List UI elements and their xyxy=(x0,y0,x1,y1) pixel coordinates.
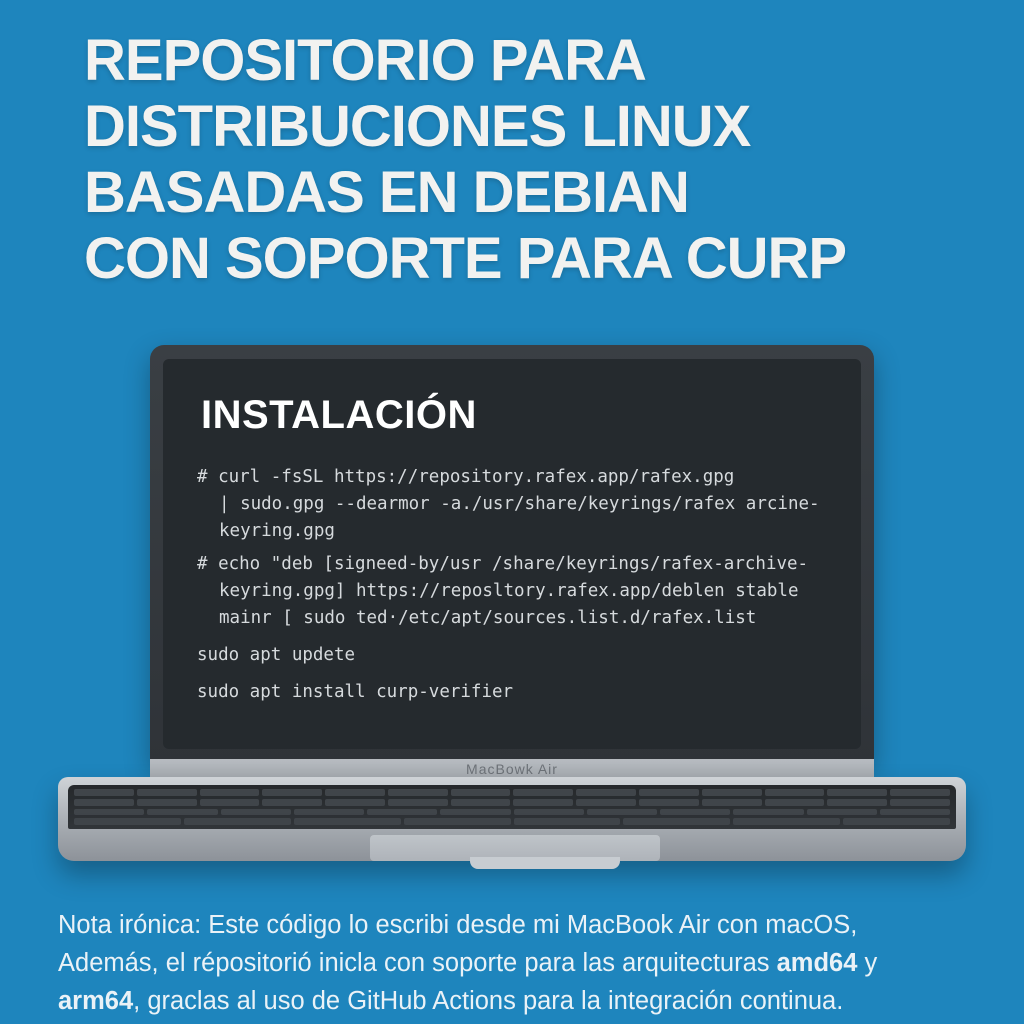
key xyxy=(639,789,699,796)
key xyxy=(262,789,322,796)
key xyxy=(74,789,134,796)
key xyxy=(367,809,437,816)
key xyxy=(451,789,511,796)
key xyxy=(325,789,385,796)
terminal-command-block-2 xyxy=(197,551,827,632)
keyboard-row xyxy=(74,818,950,825)
terminal-line: sudo apt install curp-verifier xyxy=(197,682,514,702)
key xyxy=(587,809,657,816)
key xyxy=(200,799,260,806)
key xyxy=(576,799,636,806)
key xyxy=(733,818,840,825)
footer-note xyxy=(58,906,988,1020)
laptop-front-notch xyxy=(470,857,620,869)
page-title xyxy=(84,28,944,292)
key xyxy=(74,818,181,825)
arch-arm64: arm64 xyxy=(58,987,134,1015)
keyboard-row xyxy=(74,789,950,796)
key xyxy=(890,789,950,796)
keyboard-row xyxy=(74,809,950,816)
footer-note-line-3 xyxy=(58,982,988,1020)
key xyxy=(660,809,730,816)
key xyxy=(388,789,448,796)
terminal-line: # echo "deb [signeed-by/usr /share/keyrings/rafex-archive- xyxy=(197,554,809,574)
key xyxy=(807,809,877,816)
laptop-illustration xyxy=(40,345,984,885)
footer-note-text: y xyxy=(857,949,878,977)
laptop-brand-label: MacBowk Air xyxy=(466,761,558,777)
key xyxy=(388,799,448,806)
key xyxy=(639,799,699,806)
key xyxy=(843,818,950,825)
key xyxy=(765,799,825,806)
key xyxy=(221,809,291,816)
laptop-lid xyxy=(150,345,874,765)
key xyxy=(147,809,217,816)
key xyxy=(137,799,197,806)
key xyxy=(294,809,364,816)
key xyxy=(576,789,636,796)
key xyxy=(513,789,573,796)
key xyxy=(404,818,511,825)
key xyxy=(200,789,260,796)
key xyxy=(514,818,621,825)
key xyxy=(827,789,887,796)
terminal-command-block-1 xyxy=(197,464,827,545)
terminal-line: keyring.gpg] https://reposltory.rafex.app/deblen stable xyxy=(219,581,799,601)
laptop-keyboard xyxy=(68,785,956,829)
terminal-line: sudo apt updete xyxy=(197,645,356,665)
terminal-output xyxy=(197,464,827,706)
key xyxy=(440,809,510,816)
key xyxy=(733,809,803,816)
key xyxy=(827,799,887,806)
key xyxy=(294,818,401,825)
key xyxy=(702,789,762,796)
headline-line-2: DISTRIBUCIONES LINUX xyxy=(84,94,751,159)
terminal-line: keyring.gpg xyxy=(219,521,335,541)
key xyxy=(765,789,825,796)
footer-note-line-1: Nota irónica: Este código lo escribi desde mi MacBook Air con macOS, xyxy=(58,911,858,939)
key xyxy=(880,809,950,816)
key xyxy=(513,799,573,806)
key xyxy=(514,809,584,816)
footer-note-text: Además, el répositorió inicla con soporte para las arquitecturas xyxy=(58,949,777,977)
key xyxy=(74,809,144,816)
headline-line-3: BASADAS EN DEBIAN xyxy=(84,160,689,225)
key xyxy=(74,799,134,806)
headline-line-4: CON SOPORTE PARA CURP xyxy=(84,226,847,291)
key xyxy=(137,789,197,796)
key xyxy=(702,799,762,806)
arch-amd64: amd64 xyxy=(776,949,858,977)
headline-line-1: REPOSITORIO PARA xyxy=(84,28,646,93)
screen-heading: INSTALACIÓN xyxy=(201,393,477,437)
key xyxy=(184,818,291,825)
key xyxy=(451,799,511,806)
keyboard-row xyxy=(74,799,950,806)
terminal-line: # curl -fsSL https://repository.rafex.app/rafex.gpg xyxy=(197,467,735,487)
key xyxy=(262,799,322,806)
key xyxy=(325,799,385,806)
terminal-line: mainr [ sudo ted·/etc/apt/sources.list.d/rafex.list xyxy=(219,608,757,628)
terminal-line: | sudo.gpg --dearmor -a./usr/share/keyrings/rafex arcine- xyxy=(219,494,820,514)
footer-note-text: , graclas al uso de GitHub Actions para la integración continua. xyxy=(133,987,844,1015)
footer-note-line-2 xyxy=(58,944,988,982)
laptop-screen xyxy=(163,359,861,749)
key xyxy=(890,799,950,806)
key xyxy=(623,818,730,825)
